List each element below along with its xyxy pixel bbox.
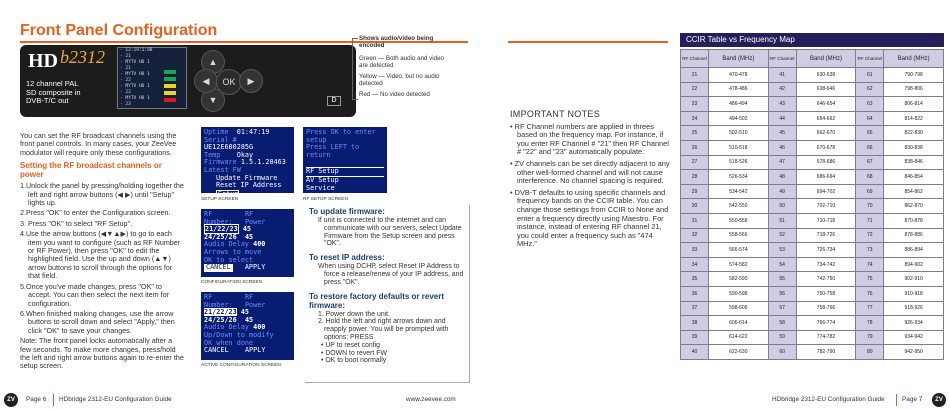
rf-channel-cell: 54 <box>768 257 796 272</box>
table-row <box>681 301 944 316</box>
rf-channel-cell: 28 <box>681 170 709 185</box>
band-cell: 630-638 <box>796 68 856 83</box>
rf-channel-cell: 26 <box>681 140 709 155</box>
band-cell: 750-758 <box>796 286 856 301</box>
page-title: Front Panel Configuration <box>20 22 218 39</box>
table-row <box>681 272 944 287</box>
important-notes: IMPORTANT NOTES • RF Channel numbers are applied in threes based on the frequency map. For instance, if you enter RF Channel # "21" then RF Channel # "22" and "23" automatically populate. • ZV channels can be set directly adjacent to any other well-formed channel and will not cause interference. No channel spacing is required. • DVB-T defaults to using specific channels and frequency bands on the CCIR table. You can change those settings from CCIR to None and enter a frequency directly using Maestro. For instance, instead of entering RF channel 21, you could enter a frequency such as "474 MHz." <box>510 109 670 249</box>
footer-divider <box>896 394 897 406</box>
rf-channel-cell: 76 <box>856 286 884 301</box>
band-cell: 502-510 <box>709 126 769 141</box>
footer-divider <box>53 394 54 406</box>
band-cell: 606-614 <box>709 316 769 331</box>
band-cell: 726-734 <box>796 243 856 258</box>
band-cell: 494-502 <box>709 111 769 126</box>
rf-channel-cell: 61 <box>856 68 884 83</box>
status-bars <box>162 70 176 105</box>
band-cell: 614-622 <box>709 330 769 345</box>
fw-box-border <box>305 205 470 383</box>
rf-channel-cell: 36 <box>681 286 709 301</box>
rf-channel-cell: 37 <box>681 301 709 316</box>
rf-channel-cell: 67 <box>856 155 884 170</box>
table-row <box>681 68 944 83</box>
setup-screen: Uptime 01:47:19 Serial # UE12E600285G Temp Okay Firmware 1.5.1.28463 Latest FW Update Firmware Reset IP Address Setup <box>201 127 294 193</box>
table-row <box>681 286 944 301</box>
apply-option[interactable]: APPLY <box>244 263 266 272</box>
band-cell: 662-670 <box>796 126 856 141</box>
band-cell: 710-718 <box>796 213 856 228</box>
rf-channel-cell: 42 <box>768 82 796 97</box>
band-cell: 478-486 <box>709 82 769 97</box>
table-row <box>681 316 944 331</box>
active-configuration-screen: RF RF Number: Power 21/22/23 45 24/25/26 45 Audio Delay 400 Up/Down to modify OK when done CANCEL APPLY <box>201 292 294 360</box>
rf-channel-cell: 25 <box>681 126 709 141</box>
rf-channel-cell: 51 <box>768 213 796 228</box>
rf-channel-cell: 27 <box>681 155 709 170</box>
rf-channel-cell: 24 <box>681 111 709 126</box>
cancel-option[interactable]: CANCEL <box>206 263 231 272</box>
band-cell: 774-782 <box>796 330 856 345</box>
band-cell: 942-950 <box>884 345 944 360</box>
table-row <box>681 82 944 97</box>
hdbridge-logo: HD <box>28 50 58 72</box>
band-cell: 694-702 <box>796 184 856 199</box>
rf-channel-cell: 35 <box>681 272 709 287</box>
configuration-screen: RF RF Number: Power 21/22/23 45 24/25/26 45 Audio Delay 400 Arrows to move OK to select CANCEL APPLY <box>201 209 294 277</box>
band-cell: 590-598 <box>709 286 769 301</box>
rf-channel-cell: 22 <box>681 82 709 97</box>
rf-channel-cell: 72 <box>856 228 884 243</box>
apply-option[interactable]: APPLY <box>244 346 266 355</box>
band-cell: 574-582 <box>709 257 769 272</box>
rf-channel-cell: 44 <box>768 111 796 126</box>
rf-channel-cell: 68 <box>856 170 884 185</box>
band-cell: 670-678 <box>796 140 856 155</box>
table-row <box>681 170 944 185</box>
band-cell: 686-694 <box>796 170 856 185</box>
band-cell: 886-894 <box>884 243 944 258</box>
rf-channel-cell: 63 <box>856 97 884 112</box>
rf-channel-cell: 60 <box>768 345 796 360</box>
table-row <box>681 126 944 141</box>
band-cell: 758-766 <box>796 301 856 316</box>
rf-channel-cell: 34 <box>681 257 709 272</box>
band-cell: 534-542 <box>709 184 769 199</box>
rf-channel-cell: 77 <box>856 301 884 316</box>
rf-setup-caption: RF SETUP SCREEN <box>303 197 348 202</box>
rf-channel-cell: 69 <box>856 184 884 199</box>
title-rule-right <box>508 41 668 43</box>
rf-channel-cell: 75 <box>856 272 884 287</box>
left-arrow-button[interactable]: ◀ <box>194 69 218 93</box>
rf-channel-cell: 38 <box>681 316 709 331</box>
band-cell: 918-926 <box>884 301 944 316</box>
rf-channel-cell: 55 <box>768 272 796 287</box>
band-cell: 550-558 <box>709 213 769 228</box>
down-arrow-button[interactable]: ▼ <box>201 88 225 112</box>
rf-setup-screen: Press OK to enter setup Press LEFT to return RF Setup AV Setup Service <box>303 127 387 193</box>
table-row <box>681 155 944 170</box>
band-cell: 542-550 <box>709 199 769 214</box>
band-cell: 854-862 <box>884 184 944 199</box>
band-cell: 470-478 <box>709 68 769 83</box>
table-row <box>681 140 944 155</box>
band-cell: 526-534 <box>709 170 769 185</box>
band-cell: 790-798 <box>884 68 944 83</box>
rf-channel-cell: 74 <box>856 257 884 272</box>
band-cell: 566-574 <box>709 243 769 258</box>
rf-channel-cell: 59 <box>768 330 796 345</box>
band-cell: 878-886 <box>884 228 944 243</box>
dolby-icon: D <box>327 96 341 106</box>
footer-url[interactable]: www.zeevee.com <box>406 396 456 403</box>
band-cell: 598-606 <box>709 301 769 316</box>
zeevee-logo: ZV <box>4 393 18 407</box>
rf-channel-cell: 56 <box>768 286 796 301</box>
band-cell: 806-814 <box>884 97 944 112</box>
band-cell: 654-662 <box>796 111 856 126</box>
band-cell: 734-742 <box>796 257 856 272</box>
right-arrow-button[interactable]: ▶ <box>239 69 263 93</box>
band-cell: 742-750 <box>796 272 856 287</box>
rf-channel-cell: 29 <box>681 184 709 199</box>
config-caption: CONFIGURATION SCREEN <box>201 280 263 285</box>
rf-channel-cell: 48 <box>768 170 796 185</box>
band-cell: 902-910 <box>884 272 944 287</box>
table-row <box>681 97 944 112</box>
rf-channel-cell: 66 <box>856 140 884 155</box>
firmware-instructions: To update firmware: If unit is connected to the internet and can communicate with our servers, select Update Firmware from the Setup screen and press "OK". To reset IP address: When using DCHP, select Reset IP Address to force a release/renew of your IP address, and press "OK". To restore factory defaults or revert firmware: 1. Power down the unit. 2. Hold the left and right arrows down and reapply power. You will be prompted with options: PRESS • UP to reset config • DOWN to revert FW • OK to boot normally <box>309 207 464 365</box>
rf-channel-cell: 71 <box>856 213 884 228</box>
rf-channel-cell: 39 <box>681 330 709 345</box>
table-row <box>681 111 944 126</box>
rf-channel-cell: 65 <box>856 126 884 141</box>
rf-channel-cell: 50 <box>768 199 796 214</box>
band-cell: 582-590 <box>709 272 769 287</box>
band-cell: 894-902 <box>884 257 944 272</box>
rf-channel-cell: 73 <box>856 243 884 258</box>
rf-channel-cell: 62 <box>856 82 884 97</box>
rf-channel-cell: 21 <box>681 68 709 83</box>
band-cell: 622-630 <box>709 345 769 360</box>
setup-selected[interactable]: Setup <box>218 189 239 198</box>
band-cell: 510-518 <box>709 140 769 155</box>
rf-channel-cell: 57 <box>768 301 796 316</box>
band-cell: 638-646 <box>796 82 856 97</box>
band-cell: 838-846 <box>884 155 944 170</box>
rf-channel-cell: 23 <box>681 97 709 112</box>
table-row <box>681 184 944 199</box>
rf-channel-cell: 78 <box>856 316 884 331</box>
rf-channel-cell: 45 <box>768 126 796 141</box>
rf-channel-cell: 32 <box>681 228 709 243</box>
rf-channel-cell: 52 <box>768 228 796 243</box>
table-row <box>681 228 944 243</box>
table-row <box>681 257 944 272</box>
rf-channel-cell: 49 <box>768 184 796 199</box>
right-page-number: Page 7 <box>902 396 923 403</box>
left-guide-title: HDbridge 2312-EU Configuration Guide <box>59 396 172 403</box>
band-cell: 518-526 <box>709 155 769 170</box>
model-logo: b2312 <box>60 47 105 67</box>
rf-channel-cell: 53 <box>768 243 796 258</box>
band-cell: 910-918 <box>884 286 944 301</box>
band-cell: 646-654 <box>796 97 856 112</box>
ccir-table: CCIR Table vs Frequency Map RF Channel Band (MHz) RF Channel Band (MHz) RF Channel Band (MHz) 21 470-478 41 630-638 61 790-798 22 478-486 42 638-646 62 798-806 23 486-494 43 646-654 63 806-814 24 494-502 44 654-662 64 814-822 25 502-510 45 662-670 65 822-830 26 510-518 46 670-678 66 830-838 27 518-526 47 678-686 67 838-846 28 526-534 48 686-694 68 846-854 29 534-542 49 694-702 69 854-862 30 542-550 50 702-710 70 862-870 31 550-558 51 710-718 71 870-878 32 558-566 52 718-726 72 878-886 33 566-574 53 726-734 73 886-894 34 574-582 54 734-742 74 894-902 35 582-590 55 742-750 75 902-910 36 590-598 56 750-758 76 910-918 37 598-606 57 758-766 77 918-926 38 606-614 58 766-774 78 926-934 39 614-622 59 774-782 79 934-942 40 622-630 60 782-790 80 942-950 <box>680 33 944 360</box>
rf-channel-cell: 64 <box>856 111 884 126</box>
device-description: 12 channel PAL SD composite in DVB-T/C out <box>26 79 81 105</box>
band-cell: 870-878 <box>884 213 944 228</box>
device-lcd: - 12:19:1:88 - 21 - MYTV HD 1 - 21 - MYTV HD 1 - 22 - MYTV HD 1 - 22 - MYTV HD 1 - 23 <box>117 47 187 109</box>
rf-setup-item[interactable]: RF Setup <box>306 167 384 177</box>
ccir-title: CCIR Table vs Frequency Map <box>680 33 944 47</box>
rf-channel-cell: 80 <box>856 345 884 360</box>
instructions: You can set the RF broadcast channels using the front panel controls. In many cases, your ZeeVee modulator will require only these configurations. Setting the RF broadcast channels or power 1.Unlock the panel by pressing/holding together the left and right arrow buttons (◀ ▶) until "Setup" lights up. 2.Press "OK" to enter the Configuration screen. 3. Press "OK" to select "RF Setup". 4.Use the arrow buttons (◀▼▲▶) to go to each item you want to configure (such as RF Number or RF Power), then press "OK" to edit the highlighted field. Use the up and down (▲▼) arrow buttons to scroll through the options for that field. 5.Once you've made changes, press "OK" to accept. You can then select the next item for configuration. 6.When finished making changes, use the arrow buttons to scroll down and select "Apply," then click "OK" to save your changes. Note: The front panel locks automatically after a few seconds. To make more changes, press/hold the left and right arrow buttons again to re-enter the setup screen. <box>20 131 184 371</box>
band-cell: 798-806 <box>884 82 944 97</box>
led-legend: Shows audio/video being encoded Green — Both audio and video are detected Yellow — Video, but no audio detected Red — No video detected <box>359 35 444 98</box>
rf-channel-cell: 47 <box>768 155 796 170</box>
rf-channel-cell: 30 <box>681 199 709 214</box>
up-arrow-button[interactable]: ▲ <box>201 50 225 74</box>
table-row <box>681 345 944 360</box>
band-cell: 822-830 <box>884 126 944 141</box>
band-cell: 678-686 <box>796 155 856 170</box>
active-config-caption: ACTIVE CONFIGURATION SCREEN <box>201 363 281 368</box>
left-page-number: Page 6 <box>26 396 47 403</box>
band-cell: 702-710 <box>796 199 856 214</box>
table-row <box>681 199 944 214</box>
band-cell: 862-870 <box>884 199 944 214</box>
right-guide-title: HDbridge 2312-EU Configuration Guide <box>772 396 885 403</box>
rf-channel-cell: 58 <box>768 316 796 331</box>
legend-bracket <box>352 38 358 100</box>
band-cell: 766-774 <box>796 316 856 331</box>
band-cell: 926-934 <box>884 316 944 331</box>
band-cell: 782-790 <box>796 345 856 360</box>
table-row <box>681 330 944 345</box>
rf-channel-cell: 43 <box>768 97 796 112</box>
table-row <box>681 243 944 258</box>
band-cell: 814-822 <box>884 111 944 126</box>
rf-channel-cell: 70 <box>856 199 884 214</box>
ok-button[interactable]: OK <box>216 69 242 95</box>
setup-caption: SETUP SCREEN <box>201 197 239 202</box>
band-cell: 718-726 <box>796 228 856 243</box>
rf-channel-cell: 79 <box>856 330 884 345</box>
band-cell: 558-566 <box>709 228 769 243</box>
rf-channel-cell: 40 <box>681 345 709 360</box>
band-cell: 486-494 <box>709 97 769 112</box>
rf-channel-cell: 41 <box>768 68 796 83</box>
cancel-option[interactable]: CANCEL <box>204 346 229 355</box>
zeevee-logo: ZV <box>932 393 946 407</box>
band-cell: 846-854 <box>884 170 944 185</box>
rf-channel-cell: 46 <box>768 140 796 155</box>
band-cell: 830-838 <box>884 140 944 155</box>
band-cell: 934-942 <box>884 330 944 345</box>
rf-channel-cell: 31 <box>681 213 709 228</box>
rf-channel-cell: 33 <box>681 243 709 258</box>
table-row <box>681 213 944 228</box>
